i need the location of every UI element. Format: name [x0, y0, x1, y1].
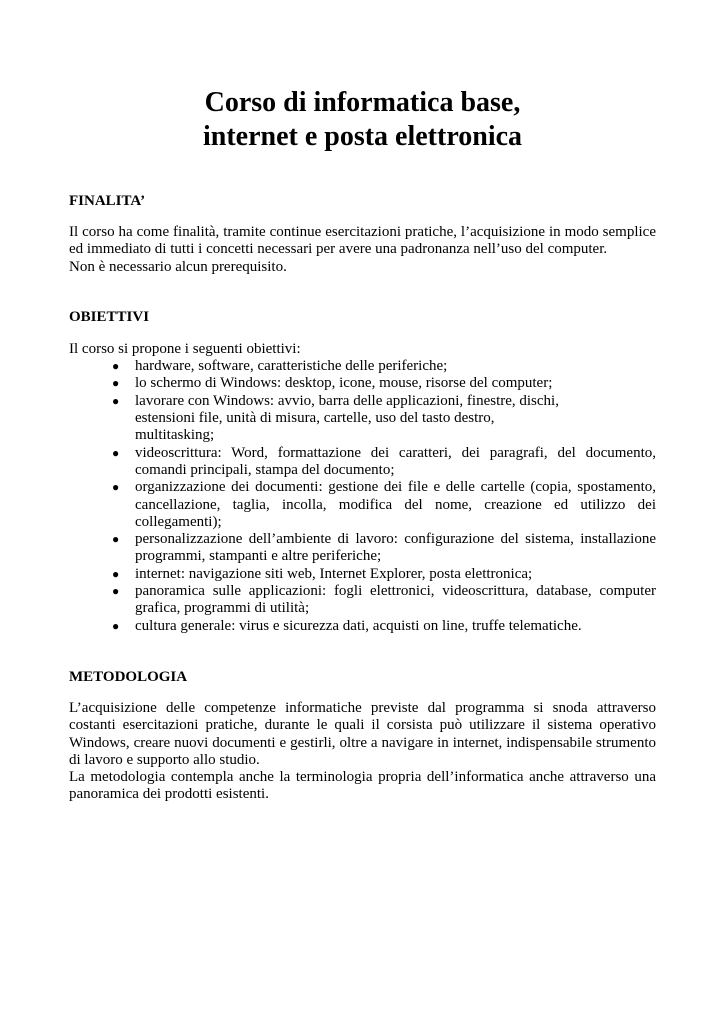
list-item: [69, 583, 656, 618]
finalita-prerequisite-text: Non è necessario alcun prerequisito.: [69, 258, 287, 275]
bullet-icon: ●: [112, 393, 120, 408]
bullet-icon: ●: [112, 376, 120, 391]
finalita-paragraph: [69, 224, 656, 276]
section-heading-finalita: FINALITA’: [69, 193, 146, 209]
bullet-icon: ●: [112, 566, 120, 581]
list-item: [69, 375, 656, 392]
list-item: [69, 566, 656, 583]
list-item-text: panoramica sulle applicazioni: fogli elettronici, videoscrittura, database, computer grafica, programmi di utilità;: [135, 583, 656, 617]
bullet-icon: ●: [112, 445, 120, 460]
section-heading-metodologia: METODOLOGIA: [69, 668, 188, 685]
list-item-text: personalizzazione dell’ambiente di lavoro: configurazione del sistema, installazione programmi, stampanti e altre periferiche;: [135, 531, 656, 565]
bullet-icon: ●: [112, 359, 120, 374]
list-item: [69, 445, 656, 480]
obiettivi-intro: Il corso si propone i seguenti obiettivi:: [69, 340, 301, 357]
list-item-text: lavorare con Windows: avvio, barra delle applicazioni, finestre, dischi, estensioni file, unità di misura, cartelle, uso del tasto destro, multitasking;: [135, 392, 559, 444]
section-heading-obiettivi: OBIETTIVI: [69, 308, 150, 325]
obiettivi-list: [69, 358, 656, 635]
bullet-icon: ●: [112, 532, 120, 547]
list-item: [69, 618, 656, 635]
list-item-text: organizzazione dei documenti: gestione dei file e delle cartelle (copia, spostamento, cancellazione, taglia, incolla, modifica del nome, creazione ed utilizzo dei collegamenti);: [135, 479, 656, 530]
finalita-text: Il corso ha come finalità, tramite continue esercitazioni pratiche, l’acquisizione in modo semplice ed immediato di tutti i concetti necessari per avere una padronanza nell’uso del computer.: [69, 224, 656, 258]
list-item-text: videoscrittura: Word, formattazione dei caratteri, dei paragrafi, del documento, comandi principali, stampa del documento;: [135, 444, 656, 478]
title-line-2: internet e posta elettronica: [202, 121, 523, 152]
list-item-text: hardware, software, caratteristiche delle periferiche;: [135, 358, 448, 375]
document-page: [69, 86, 656, 804]
list-item-text: cultura generale: virus e sicurezza dati, acquisti on line, truffe telematiche.: [135, 617, 582, 634]
metodologia-paragraph: [69, 700, 656, 804]
title-line-1: Corso di informatica base,: [204, 87, 521, 118]
list-item: [69, 479, 656, 531]
metodologia-text: L’acquisizione delle competenze informatiche previste dal programma si snoda attraverso costanti esercitazioni pratiche, durante le quali il corsista può utilizzare il sistema operativo Windows, creare nuovi documenti e gestirli, oltre a navigare in internet, indispensabile strumento di lavoro e supporto allo studio.: [69, 699, 656, 768]
list-item: [69, 531, 656, 566]
document-title: [69, 86, 656, 154]
list-item-text: internet: navigazione siti web, Internet Explorer, posta elettronica;: [135, 565, 533, 582]
section-metodologia: [69, 669, 656, 804]
bullet-icon: ●: [112, 618, 120, 633]
bullet-icon: ●: [112, 584, 120, 599]
section-obiettivi: [69, 309, 656, 635]
list-item: [69, 358, 656, 375]
metodologia-text-2: La metodologia contempla anche la terminologia propria dell’informatica anche attraverso una panoramica dei prodotti esistenti.: [69, 769, 656, 803]
list-item: [69, 393, 656, 445]
list-item-text: lo schermo di Windows: desktop, icone, mouse, risorse del computer;: [135, 375, 553, 392]
section-finalita: [69, 193, 656, 276]
bullet-icon: ●: [112, 480, 120, 495]
